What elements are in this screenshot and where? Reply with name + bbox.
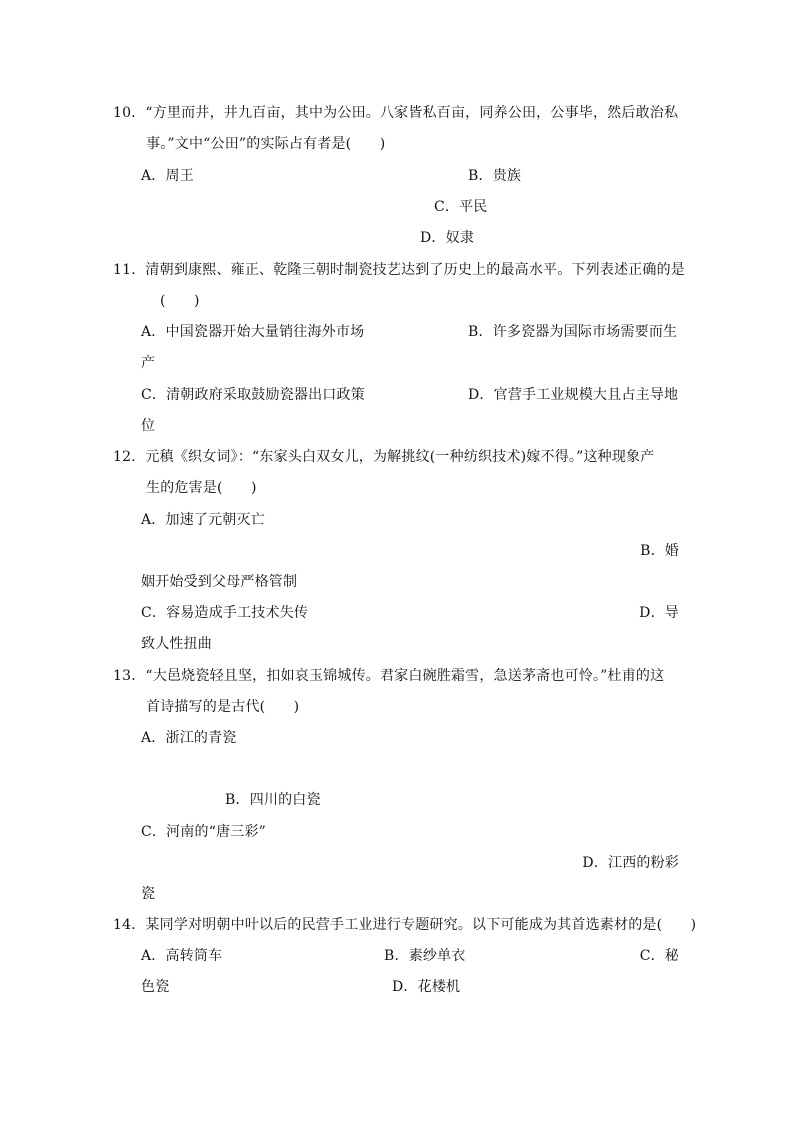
q14-stem-line1: 14．某同学对明朝中叶以后的民营手工业进行专题研究。以下可能成为其首选素材的是( ) xyxy=(113,917,697,933)
q10-stem-line1: 10．“方里而井，井九百亩，其中为公田。八家皆私百亩，同养公田，公事毕，然后敢治私 xyxy=(113,105,679,121)
q11-stem-line2: ( ) xyxy=(160,293,200,309)
q11-stem-line1: 11．清朝到康熙、雍正、乾隆三朝时制瓷技艺达到了历史上的最高水平。下列表述正确的是 xyxy=(113,262,686,278)
q13-option-d-line1: D．江西的粉彩 xyxy=(582,855,679,871)
q12-option-d-line2: 致人性扭曲 xyxy=(141,636,212,652)
q12-option-b-line1: B．婚 xyxy=(640,543,679,559)
q12-option-a: A．加速了元朝灭亡 xyxy=(141,512,265,528)
q13-stem-line1: 13．“大邑烧瓷轻且坚，扣如哀玉锦城传。君家白碗胜霜雪，急送茅斋也可怜。”杜甫的这 xyxy=(113,668,665,684)
q13-option-a: A．浙江的青瓷 xyxy=(141,730,237,746)
q12-option-c: C．容易造成手工技术失传 xyxy=(141,605,309,621)
q14-option-d: D．花楼机 xyxy=(392,979,461,995)
q13-option-c: C．河南的“唐三彩” xyxy=(141,824,267,840)
q12-stem-line1: 12．元稹《织女词》：“东家头白双女儿，为解挑纹(一种纺织技术)嫁不得。”这种现象产 xyxy=(113,449,655,465)
q12-option-d-line1: D．导 xyxy=(639,605,679,621)
q11-option-d-line1: D．官营手工业规模大且占主导地 xyxy=(468,387,679,403)
q10-option-b: B．贵族 xyxy=(468,168,522,184)
q11-option-b-line2: 产 xyxy=(141,355,156,371)
q11-option-d-line2: 位 xyxy=(141,418,156,434)
q14-option-c-line1: C．秘 xyxy=(639,948,679,964)
q12-option-b-line2: 姻开始受到父母严格管制 xyxy=(141,574,298,590)
q14-option-c-line2: 色瓷 xyxy=(141,979,170,995)
q11-option-c: C．清朝政府采取鼓励瓷器出口政策 xyxy=(141,387,365,403)
q11-option-a: A．中国瓷器开始大量销往海外市场 xyxy=(141,324,365,340)
q13-stem-line2: 首诗描写的是古代( ) xyxy=(146,699,300,715)
q13-option-b: B．四川的白瓷 xyxy=(225,792,321,808)
q10-option-d: D．奴隶 xyxy=(420,230,475,246)
q10-stem-line2: 事。”文中“公田”的实际占有者是( ) xyxy=(146,136,386,152)
q12-stem-line2: 生的危害是( ) xyxy=(146,480,257,496)
q13-option-d-line2: 瓷 xyxy=(141,886,156,902)
q10-option-a: A．周王 xyxy=(141,168,194,184)
q14-option-b: B．素纱单衣 xyxy=(384,948,466,964)
q14-option-a: A．高转筒车 xyxy=(141,948,223,964)
q10-option-c: C．平民 xyxy=(434,199,488,215)
q11-option-b-line1: B．许多瓷器为国际市场需要而生 xyxy=(468,324,678,340)
